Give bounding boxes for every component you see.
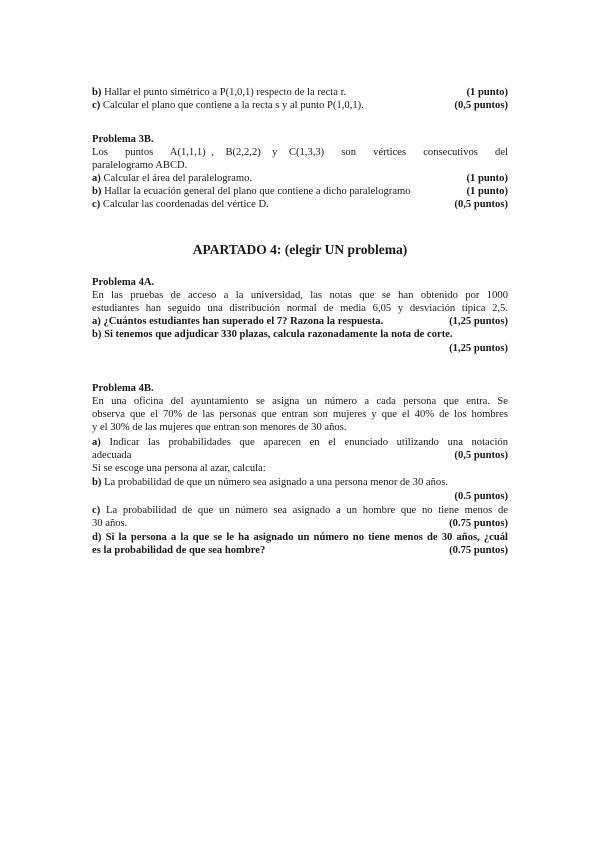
problem-4b-statement-line3 <box>92 421 508 434</box>
item-label: a) <box>92 316 101 327</box>
section-heading: APARTADO 4: (elegir UN problema) <box>192 242 408 257</box>
problem-4a-title <box>92 276 508 289</box>
item-text: Si tenemos que adjudicar 330 plazas, calcula razonadamente la nota de corte. <box>104 329 453 340</box>
item-points: (0,5 puntos) <box>454 100 508 111</box>
item-points: (0.75 puntos) <box>449 518 508 529</box>
item-text: Calcular el plano que contiene a la recta s y al punto P(1,0,1). <box>102 100 364 111</box>
item-text: es la probabilidad de que sea hombre? <box>92 545 266 556</box>
item-4b-b-points <box>92 490 508 503</box>
item-4b-b <box>92 476 508 489</box>
problem-4b-intro <box>92 462 508 475</box>
item-text: Hallar la ecuación general del plano que contiene a dicho paralelogramo <box>104 186 411 197</box>
item-label: b) <box>92 186 102 197</box>
item-text: Indicar las probabilidades que aparecen en el enunciado utilizando una notación <box>109 437 508 448</box>
item-3b-b <box>92 185 508 198</box>
item-label: a) <box>92 173 101 184</box>
item-label: c) <box>92 199 101 210</box>
problem-title-text: Problema 4B. <box>92 383 154 394</box>
item-4a-b <box>92 328 508 341</box>
item-label: b) <box>92 329 102 340</box>
item-points: (1 punto) <box>466 173 508 184</box>
item-text: adecuada <box>92 450 132 461</box>
item-4b-c-line2 <box>92 517 508 530</box>
item-points: (0.75 puntos) <box>449 545 508 556</box>
item-text: La probabilidad de que un número sea asignado a una persona menor de 30 años. <box>104 477 448 488</box>
item-text: Hallar el punto simétrico a P(1,0,1) respecto de la recta r. <box>104 87 347 98</box>
item-text: La probabilidad de que un número sea asignado a un hombre que no tiene menos de <box>105 505 508 516</box>
problem-title-text: Problema 4A. <box>92 277 155 288</box>
problem-4b-title <box>92 382 508 395</box>
item-label: b) <box>92 477 102 488</box>
item-points: (1,25 puntos) <box>449 316 508 327</box>
item-3b-a <box>92 172 508 185</box>
item-4b-d-line2 <box>92 544 508 557</box>
item-points: (0,5 puntos) <box>454 450 508 461</box>
problem-4a-statement-line2: estudiantes han seguido una distribución normal de media 6,05 y desviación típica 2,5. <box>92 303 508 314</box>
problem-4b-statement-line2: observa que el 70% de las personas que entran son mujeres y que el 40% de los hombres <box>92 409 508 420</box>
item-4b-c-line1 <box>92 504 508 517</box>
item-text: Si la persona a la que se le ha asignado un número no tiene menos de 30 años, ¿cuál <box>105 532 508 543</box>
item-text: 30 años. <box>92 518 128 529</box>
item-label: d) <box>92 532 102 543</box>
item-4b-a-line1 <box>92 436 508 449</box>
problem-title-text: Problema 3B. <box>92 134 154 145</box>
item-4a-b-points <box>92 342 508 355</box>
item-label: b) <box>92 87 102 98</box>
intro-text: Si se escoge una persona al azar, calcula: <box>92 463 266 474</box>
item-4a-a <box>92 315 508 328</box>
item-text: Calcular las coordenadas del vértice D. <box>102 199 269 210</box>
item-points: (0,5 puntos) <box>454 199 508 210</box>
problem-3b-title <box>92 133 508 146</box>
item-4b-a-line2 <box>92 449 508 462</box>
item-points: (1 punto) <box>466 87 508 98</box>
item-label: c) <box>92 505 101 516</box>
item-text: Calcular el área del paralelogramo. <box>103 173 253 184</box>
item-3a-c <box>92 99 508 112</box>
item-label: c) <box>92 100 101 111</box>
item-points: (1 punto) <box>466 186 508 197</box>
item-label: a) <box>92 437 101 448</box>
problem-3b-statement-line2 <box>92 159 508 172</box>
item-4b-d-line1 <box>92 531 508 544</box>
statement-text: paralelogramo ABCD. <box>92 160 188 171</box>
statement-text: y el 30% de las mujeres que entran son menores de 30 años. <box>92 422 347 433</box>
item-3a-b <box>92 86 508 99</box>
problem-3b-statement-line1: Los puntos A(1,1,1) , B(2,2,2) y C(1,3,3) son vértices consecutivos del <box>92 147 508 158</box>
item-points: (1,25 puntos) <box>449 343 508 354</box>
problem-4b-statement-line1: En una oficina del ayuntamiento se asigna un número a cada persona que entra. Se <box>92 396 508 407</box>
item-text: ¿Cuántos estudiantes han superado el 7? Razona la respuesta. <box>103 316 384 327</box>
problem-4a-statement-line1: En las pruebas de acceso a la universidad, las notas que se han obtenido por 1000 <box>92 290 508 301</box>
item-3b-c <box>92 198 508 211</box>
item-points: (0.5 puntos) <box>454 491 508 502</box>
